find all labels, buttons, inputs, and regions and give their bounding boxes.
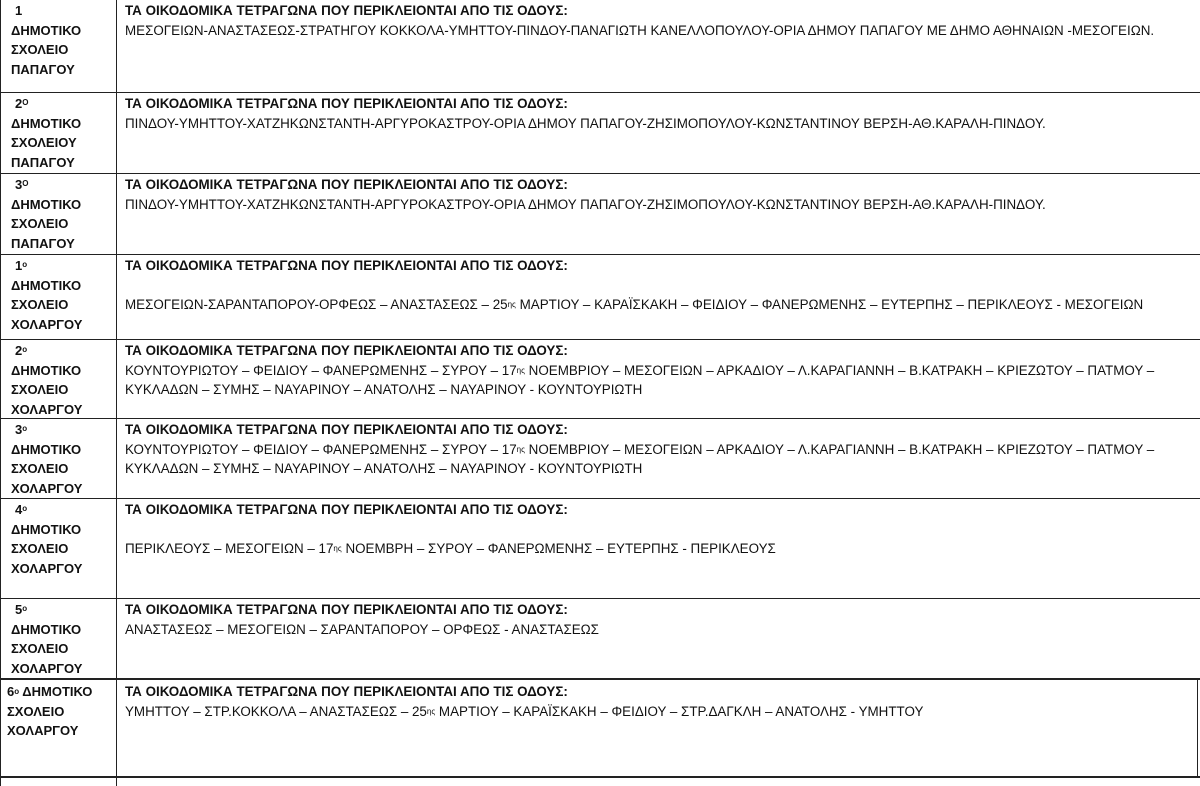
school-name-line: ΧΟΛΑΡΓΟΥ	[11, 660, 83, 676]
table-row	[0, 777, 1200, 786]
school-name-line: ΣΧΟΛΕΙΟ	[11, 216, 69, 231]
school-name-line: ΣΧΟΛΕΙΟ	[11, 382, 69, 397]
table-row	[0, 339, 1200, 419]
school-ordinal: $5^o$	[15, 602, 28, 617]
school-name-line: ΧΟΛΑΡΓΟΥ	[11, 480, 83, 496]
table-row	[0, 679, 1200, 777]
table-row	[0, 498, 1200, 599]
boundary-heading: ΤΑ ΟΙΚΟΔΟΜΙΚΑ ΤΕΤΡΑΓΩΝΑ ΠΟΥ ΠΕΡΙΚΛΕΙΟΝΤΑΙ ΑΠΟ ΤΙΣ ΟΔΟΥΣ:	[125, 602, 568, 617]
school-name-line: ΧΟΛΑΡΓΟΥ	[11, 316, 83, 332]
school-name-line: ΠΑΠΑΓΟΥ	[11, 61, 75, 77]
school-name-line: ΣΧΟΛΕΙΟΥ	[11, 135, 77, 150]
school-ordinal: $4^o$	[15, 502, 28, 517]
blank-line	[125, 520, 1192, 540]
boundary-heading: ΤΑ ΟΙΚΟΔΟΜΙΚΑ ΤΕΤΡΑΓΩΝΑ ΠΟΥ ΠΕΡΙΚΛΕΙΟΝΤΑΙ ΑΠΟ ΤΙΣ ΟΔΟΥΣ:	[125, 96, 568, 111]
school-cell	[0, 418, 117, 498]
boundary-heading: ΤΑ ΟΙΚΟΔΟΜΙΚΑ ΤΕΤΡΑΓΩΝΑ ΠΟΥ ΠΕΡΙΚΛΕΙΟΝΤΑΙ ΑΠΟ ΤΙΣ ΟΔΟΥΣ:	[125, 3, 568, 18]
boundary-cell	[117, 0, 1200, 92]
school-name-line: ΔΗΜΟΤΙΚΟ	[11, 277, 82, 293]
school-ordinal: $2^o$	[15, 343, 28, 358]
boundary-cell	[117, 680, 1198, 776]
school-cell	[0, 254, 117, 339]
boundary-cell	[117, 254, 1200, 339]
school-ordinal: $1^o$	[15, 258, 28, 273]
school-cell	[0, 92, 117, 173]
blank-line	[125, 276, 1192, 296]
school-name-line: ΣΧΟΛΕΙΟ	[11, 42, 69, 57]
school-name-line: ΧΟΛΑΡΓΟΥ	[11, 401, 83, 417]
school-name-line: ΔΗΜΟΤΙΚΟ	[11, 441, 82, 457]
school-cell	[0, 498, 117, 598]
school-ordinal: 1	[15, 3, 23, 18]
boundary-cell	[117, 598, 1200, 678]
boundary-streets: ΜΕΣΟΓΕΙΩΝ-ΣΑΡΑΝΤΑΠΟΡΟΥ-ΟΡΦΕΩΣ – ΑΝΑΣΤΑΣΕΩΣ – $25^{\eta\varsigma}$ ΜΑΡΤΙΟΥ – ΚΑΡΑΪΣΚΑΚΗ – ΦΕΙΔΙΟΥ – ΦΑΝΕΡΩΜΕΝΗΣ – ΕΥΤΕΡΠΗΣ – ΠΕΡΙΚΛΕΟΥΣ - ΜΕΣΟΓΕΙΩΝ	[125, 297, 1144, 312]
school-name-line: ΔΗΜΟΤΙΚΟ	[11, 362, 82, 378]
boundary-streets: ΠΙΝΔΟΥ-ΥΜΗΤΤΟΥ-ΧΑΤΖΗΚΩΝΣΤΑΝΤΗ-ΑΡΓΥΡΟΚΑΣΤΡΟΥ-ΟΡΙΑ ΔΗΜΟΥ ΠΑΠΑΓΟΥ-ΖΗΣΙΜΟΠΟΥΛΟΥ-ΚΩΝΣΤΑΝΤΙΝΟΥ ΒΕΡΣΗ-ΑΘ.ΚΑΡΑΛΗ-ΠΙΝΔΟΥ.	[125, 196, 1046, 212]
school-cell	[0, 0, 117, 92]
school-ordinal: $2^O$	[15, 96, 29, 111]
school-name-line: ΔΗΜΟΤΙΚΟ	[11, 115, 82, 131]
school-name-line: ΠΑΠΑΓΟΥ	[11, 154, 75, 170]
boundary-streets: ΜΕΣΟΓΕΙΩΝ-ΑΝΑΣΤΑΣΕΩΣ-ΣΤΡΑΤΗΓΟΥ ΚΟΚΚΟΛΑ-ΥΜΗΤΤΟΥ-ΠΙΝΔΟΥ-ΠΑΝΑΓΙΩΤΗ ΚΑΝΕΛΛΟΠΟΥΛΟΥ-ΟΡΙΑ ΔΗΜΟΥ ΠΑΠΑΓΟΥ ΜΕ ΔΗΜΟ ΑΘΗΝΑΙΩΝ -ΜΕΣΟΓΕΙΩΝ.	[125, 22, 1155, 38]
boundary-cell	[117, 418, 1200, 498]
school-cell	[0, 339, 117, 418]
table-row	[0, 92, 1200, 174]
boundary-streets: ΑΝΑΣΤΑΣΕΩΣ – ΜΕΣΟΓΕΙΩΝ – ΣΑΡΑΝΤΑΠΟΡΟΥ – ΟΡΦΕΩΣ - ΑΝΑΣΤΑΣΕΩΣ	[125, 621, 599, 637]
school-name-line: ΧΟΛΑΡΓΟΥ	[11, 560, 83, 576]
boundary-heading: ΤΑ ΟΙΚΟΔΟΜΙΚΑ ΤΕΤΡΑΓΩΝΑ ΠΟΥ ΠΕΡΙΚΛΕΙΟΝΤΑΙ ΑΠΟ ΤΙΣ ΟΔΟΥΣ:	[125, 502, 568, 517]
boundary-streets: ΠΕΡΙΚΛΕΟΥΣ – ΜΕΣΟΓΕΙΩΝ – $17^{\eta\varsigma}$ ΝΟΕΜΒΡΗ – ΣΥΡΟΥ – ΦΑΝΕΡΩΜΕΝΗΣ – ΕΥΤΕΡΠΗΣ - ΠΕΡΙΚΛΕΟΥΣ	[125, 541, 776, 556]
school-name-line: ΣΧΟΛΕΙΟ	[11, 541, 69, 556]
school-name-line: ΠΑΠΑΓΟΥ	[11, 235, 75, 251]
boundary-streets: ΠΙΝΔΟΥ-ΥΜΗΤΤΟΥ-ΧΑΤΖΗΚΩΝΣΤΑΝΤΗ-ΑΡΓΥΡΟΚΑΣΤΡΟΥ-ΟΡΙΑ ΔΗΜΟΥ ΠΑΠΑΓΟΥ-ΖΗΣΙΜΟΠΟΥΛΟΥ-ΚΩΝΣΤΑΝΤΙΝΟΥ ΒΕΡΣΗ-ΑΘ.ΚΑΡΑΛΗ-ΠΙΝΔΟΥ.	[125, 115, 1046, 131]
boundary-streets: ΚΟΥΝΤΟΥΡΙΩΤΟΥ – ΦΕΙΔΙΟΥ – ΦΑΝΕΡΩΜΕΝΗΣ – ΣΥΡΟΥ – $17^{\eta\varsigma}$ ΝΟΕΜΒΡΙΟΥ – ΜΕΣΟΓΕΙΩΝ – ΑΡΚΑΔΙΟΥ – Λ.ΚΑΡΑΓΙΑΝΝΗ – Β.ΚΑΤΡΑΚΗ – ΚΡΙΕΖΩΤΟΥ – ΠΑΤΜΟΥ – ΚΥΚΛΑΔΩΝ – ΣΥΜΗΣ – ΝΑΥΑΡΙΝΟΥ – ΑΝΑΤΟΛΗΣ – ΝΑΥΑΡΙΝΟΥ - ΚΟΥΝΤΟΥΡΙΩΤΗ	[125, 441, 1155, 476]
boundary-streets: ΚΟΥΝΤΟΥΡΙΩΤΟΥ – ΦΕΙΔΙΟΥ – ΦΑΝΕΡΩΜΕΝΗΣ – ΣΥΡΟΥ – $17^{\eta\varsigma}$ ΝΟΕΜΒΡΙΟΥ – ΜΕΣΟΓΕΙΩΝ – ΑΡΚΑΔΙΟΥ – Λ.ΚΑΡΑΓΙΑΝΝΗ – Β.ΚΑΤΡΑΚΗ – ΚΡΙΕΖΩΤΟΥ – ΠΑΤΜΟΥ – ΚΥΚΛΑΔΩΝ – ΣΥΜΗΣ – ΝΑΥΑΡΙΝΟΥ – ΑΝΑΤΟΛΗΣ – ΝΑΥΑΡΙΝΟΥ - ΚΟΥΝΤΟΥΡΙΩΤΗ	[125, 362, 1155, 397]
school-name-line: ΧΟΛΑΡΓΟΥ	[7, 723, 79, 738]
boundary-cell	[117, 173, 1200, 254]
school-name-line: ΣΧΟΛΕΙΟ	[11, 297, 69, 312]
table-row	[0, 0, 1200, 93]
school-ordinal: $3^o$	[15, 422, 28, 437]
boundary-heading: ΤΑ ΟΙΚΟΔΟΜΙΚΑ ΤΕΤΡΑΓΩΝΑ ΠΟΥ ΠΕΡΙΚΛΕΙΟΝΤΑΙ ΑΠΟ ΤΙΣ ΟΔΟΥΣ:	[125, 177, 568, 192]
boundary-heading: ΤΑ ΟΙΚΟΔΟΜΙΚΑ ΤΕΤΡΑΓΩΝΑ ΠΟΥ ΠΕΡΙΚΛΕΙΟΝΤΑΙ ΑΠΟ ΤΙΣ ΟΔΟΥΣ:	[125, 258, 568, 273]
boundary-heading: ΤΑ ΟΙΚΟΔΟΜΙΚΑ ΤΕΤΡΑΓΩΝΑ ΠΟΥ ΠΕΡΙΚΛΕΙΟΝΤΑΙ ΑΠΟ ΤΙΣ ΟΔΟΥΣ:	[125, 343, 568, 358]
boundary-cell	[117, 498, 1200, 598]
school-name-line: ΣΧΟΛΕΙΟ	[7, 703, 65, 719]
table-row	[0, 254, 1200, 340]
school-cell	[0, 778, 117, 786]
school-cell	[0, 173, 117, 254]
table-row	[0, 418, 1200, 499]
school-name-line: ΔΗΜΟΤΙΚΟ	[11, 196, 82, 212]
school-name-line: ΣΧΟΛΕΙΟ	[11, 461, 69, 476]
school-cell	[0, 680, 117, 776]
school-name-line: ΔΗΜΟΤΙΚΟ	[11, 22, 82, 38]
school-ordinal: $3^O$	[15, 177, 29, 192]
school-name-line: ΔΗΜΟΤΙΚΟ	[11, 621, 82, 637]
table-row	[0, 598, 1200, 679]
boundary-streets: ΥΜΗΤΤΟΥ – ΣΤΡ.ΚΟΚΚΟΛΑ – ΑΝΑΣΤΑΣΕΩΣ – $25^{\eta\varsigma}$ ΜΑΡΤΙΟΥ – ΚΑΡΑΪΣΚΑΚΗ – ΦΕΙΔΙΟΥ – ΣΤΡ.ΔΑΓΚΛΗ – ΑΝΑΤΟΛΗΣ - ΥΜΗΤΤΟΥ	[125, 703, 924, 719]
boundary-cell	[117, 339, 1200, 418]
school-name-line: ΣΧΟΛΕΙΟ	[11, 641, 69, 656]
school-cell	[0, 598, 117, 678]
table-row	[0, 173, 1200, 255]
boundary-heading: ΤΑ ΟΙΚΟΔΟΜΙΚΑ ΤΕΤΡΑΓΩΝΑ ΠΟΥ ΠΕΡΙΚΛΕΙΟΝΤΑΙ ΑΠΟ ΤΙΣ ΟΔΟΥΣ:	[125, 684, 568, 699]
boundary-heading: ΤΑ ΟΙΚΟΔΟΜΙΚΑ ΤΕΤΡΑΓΩΝΑ ΠΟΥ ΠΕΡΙΚΛΕΙΟΝΤΑΙ ΑΠΟ ΤΙΣ ΟΔΟΥΣ:	[125, 422, 568, 437]
school-ordinal: $6^o$ ΔΗΜΟΤΙΚΟ	[7, 684, 93, 699]
boundary-cell	[117, 92, 1200, 173]
school-name-line: ΔΗΜΟΤΙΚΟ	[11, 521, 82, 537]
